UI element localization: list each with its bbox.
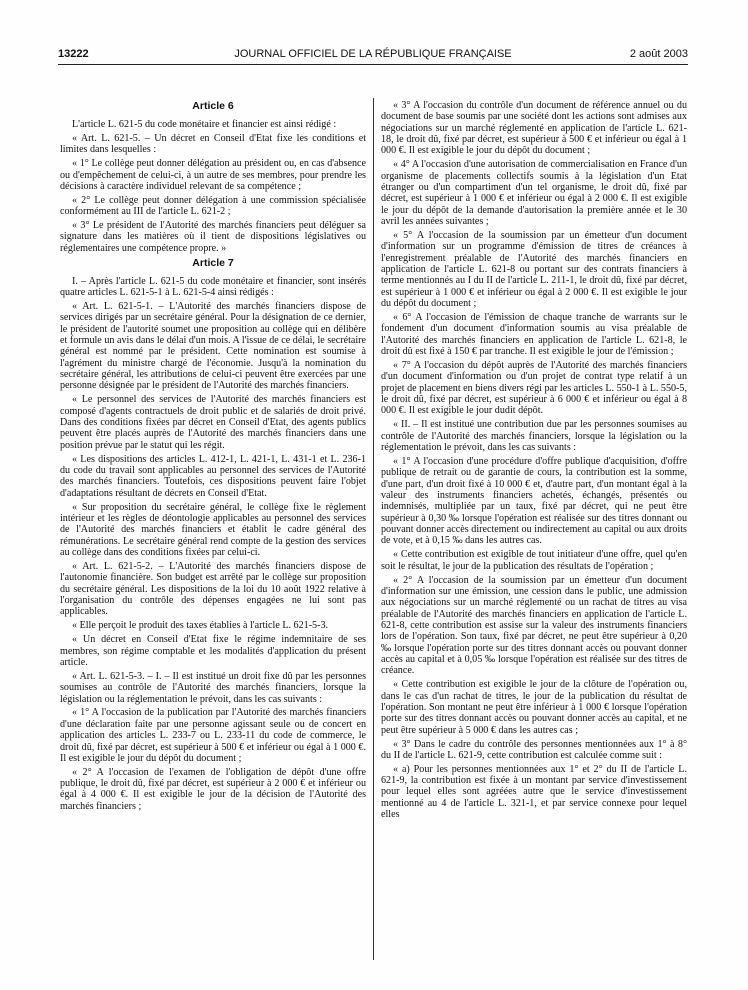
header-rule [58,64,688,65]
paragraph: « Un décret en Conseil d'Etat fixe le régime indemnitaire de ses membres, son régime comptable et les modalités d'application du présent article. [60,634,366,668]
paragraph: « a) Pour les personnes mentionnées aux 1° et 2° du II de l'article L. 621-9, la contribution est fixée à un montant par service d'investissement pour lequel elles sont agréées autre que le service d'investissement mentionné au 4 de l'article L. 321-1, et par service connexe pour lequel elles [381,763,687,821]
paragraph: « 3° A l'occasion du contrôle d'un document de référence annuel ou du document de base soumis par une société dont les actions sont admises aux négociations sur un marché réglementé en application de l'article L. 621-18, le droit dû, fixé par décret, est supérieur à 500 € et inférieur ou égal à 1 000 €. Il est exigible le jour du dépôt du document ; [381,100,687,157]
paragraph: « 4° A l'occasion d'une autorisation de commercialisation en France d'un organisme de placements collectifs soumis à la législation d'un Etat étranger ou d'un compartiment d'un tel organisme, le droit dû, fixé par décret, est supérieur à 1 000 € et inférieur ou égal à 2 000 €. Il est exigible le jour du dépôt de la demande d'autorisation la première année et le 30 avril les années suivantes ; [381,159,687,228]
paragraph: « Cette contribution est exigible de tout initiateur d'une offre, quel qu'en soit le résultat, le jour de la publication des résultats de l'opération ; [381,549,687,572]
paragraph: « 2° A l'occasion de la soumission par un émetteur d'un document d'information sur une émission, une cession dans le public, une admission aux négociations sur un marché réglementé ou un rachat de titres au visa préalable de l'Autorité des marchés financiers en application de l'article L. 621-8, cette contribution est assise sur la valeur des instruments financiers lors de l'opération. Son taux, fixé par décret, ne peut être supérieur à 0,20 ‰ lorsque l'opération porte sur des titres donnant accès ou pouvant donner accès au capital et à 0,05 ‰ lorsque l'opération est réalisée sur des titres de créance. [381,574,687,677]
paragraph: « 3° Le président de l'Autorité des marchés financiers peut déléguer sa signature dans les matières où il tient de dispositions législatives ou réglementaires une compétence propre. » [60,220,366,254]
paragraph: « Art. L. 621-5-1. – L'Autorité des marchés financiers dispose de services dirigés par un secrétaire général. Pour la désignation de ce dernier, le président de l'autorité soumet une proposition au collège qui en délibère et formule un avis dans le délai d'un mois. A l'issue de ce délai, le secrétaire général est nommé par le président. Cette nomination est soumise à l'agrément du ministre chargé de l'économie. Jusqu'à la nomination du secrétaire général, les attributions de celui-ci peuvent être exercées par une personne désignée par le président de l'Autorité des marchés financiers. [60,301,366,392]
paragraph: « 2° Le collège peut donner délégation à une commission spécialisée conformément au III de l'article L. 621-2 ; [60,194,366,218]
paragraph: « Art. L. 621-5-2. – L'Autorité des marchés financiers dispose de l'autonomie financière. Son budget est arrêté par le collège sur proposition du secrétaire général. Les dispositions de la loi du 10 août 1922 relative à l'organisation du contrôle des dépenses engagées ne lui sont pas applicables. [60,560,366,618]
paragraph: « 1° A l'occasion de la publication par l'Autorité des marchés financiers d'une déclaration faite par une personne agissant seule ou de concert en application des articles L. 233-7 ou L. 233-11 du code de commerce, le droit dû, fixé par décret, est supérieur à 500 € et inférieur ou égal à 1 000 €. Il est exigible le jour du dépôt du document ; [60,707,366,764]
page-header [58,46,688,62]
paragraph: « Les dispositions des articles L. 412-1, L. 421-1, L. 431-1 et L. 236-1 du code du travail sont applicables au personnel des services de l'Autorité des marchés financiers. Toutefois, ces dispositions peuvent faire l'objet d'adaptations résultant de décrets en Conseil d'Etat. [60,453,366,499]
paragraph: « II. – Il est institué une contribution due par les personnes soumises au contrôle de l'Autorité des marchés financiers, lorsque la législation ou la réglementation le prévoit, dans les cas suivants : [381,419,687,453]
paragraph: « 5° A l'occasion de la soumission par un émetteur d'un document d'information sur un programme d'émission de titres de créances à l'enregistrement préalable de l'Autorité des marchés financiers en application de l'article L. 621-8 ou portant sur des contrats financiers à terme mentionnés au I du II de l'article L. 211-1, le droit dû, fixé par décret, est supérieur à 1 000 € et inférieur ou égal à 2 000 €. Il est exigible le jour du dépôt du document ; [381,229,687,310]
paragraph: « 1° A l'occasion d'une procédure d'offre publique d'acquisition, d'offre publique de retrait ou de garantie de cours, la contribution est la somme, d'une part, d'un droit fixé à 10 000 € et, d'autre part, d'un montant égal à la valeur des instruments financiers achetés, échangés, présentés ou indemnisés, multipliée par un taux, fixé par décret, qui ne peut être supérieur à 0,30 ‰ lorsque l'opération est réalisée sur des titres donnant ou pouvant donner accès directement ou indirectement au capital ou aux droits de vote, et à 0,15 ‰ dans les autres cas. [381,455,687,547]
paragraph: « Sur proposition du secrétaire général, le collège fixe le règlement intérieur et les règles de déontologie applicables au personnel des services de l'Autorité des marchés financiers et établit le cadre général des rémunérations. Le secrétaire général rend compte de la gestion des services au collège dans des conditions fixées par celui-ci. [60,501,366,559]
paragraph: « 7° A l'occasion du dépôt auprès de l'Autorité des marchés financiers d'un document d'information ou d'un projet de contrat type relatif à un projet de placement en biens divers régi par les articles L. 550-1 à L. 550-5, le droit dû, fixé par décret, est supérieur à 6 000 € et inférieur ou égal à 8 000 €. Il est exigible le jour dudit dépôt. [381,359,687,417]
article-heading: Article 7 [192,256,234,269]
paragraph: I. – Après l'article L. 621-5 du code monétaire et financier, sont insérés quatre articles L. 621-5-1 à L. 621-5-4 ainsi rédigés : [60,275,366,299]
paragraph: « Le personnel des services de l'Autorité des marchés financiers est composé d'agents contractuels de droit public et de salariés de droit privé. Dans des conditions fixées par décret en Conseil d'Etat, des agents publics peuvent être placés auprès de l'Autorité des marchés financiers dans une position prévue par le statut qui les régit. [60,394,366,451]
paragraph: « 2° A l'occasion de l'examen de l'obligation de dépôt d'une offre publique, le droit dû, fixé par décret, est supérieur à 2 000 € et inférieur ou égal à 4 000 €. Il est exigible le jour de la décision de l'Autorité des marchés financiers ; [60,766,366,812]
paragraph: « Art. L. 621-5. – Un décret en Conseil d'Etat fixe les conditions et limites dans lesquelles : [60,132,366,156]
left-column [60,98,366,815]
paragraph: L'article L. 621-5 du code monétaire et financier est ainsi rédigé : [72,119,337,130]
right-column [381,100,687,823]
publication-date: 2 août 2003 [629,48,688,60]
paragraph: « Cette contribution est exigible le jour de la clôture de l'opération ou, dans le cas d'un rachat de titres, le jour de la publication du résultat de l'opération. Son montant ne peut être inférieur à 1 000 € lorsque l'opération porte sur des titres donnant accès ou pouvant donner accès au capital, et ne peut être supérieur à 5 000 € dans les autres cas ; [381,679,687,736]
page-number: 13222 [58,48,89,60]
paragraph: « Art. L. 621-5-3. – I. – Il est institué un droit fixe dû par les personnes soumises au contrôle de l'Autorité des marchés financiers, lorsque la législation ou la réglementation le prévoit, dans les cas suivants : [60,670,366,705]
paragraph: « 3° Dans le cadre du contrôle des personnes mentionnées aux 1° à 8° du II de l'article L. 621-9, cette contribution est calculée comme suit : [381,738,687,761]
paragraph: « Elle perçoit le produit des taxes établies à l'article L. 621-5-3. [72,620,329,632]
journal-title: JOURNAL OFFICIEL DE LA RÉPUBLIQUE FRANÇAISE [234,48,512,60]
paragraph: « 6° A l'occasion de l'émission de chaque tranche de warrants sur le fondement d'un document d'information soumis au visa préalable de l'Autorité des marchés financiers en application de l'article L. 621-8, le droit dû est fixé à 150 € par tranche. Il est exigible le jour de l'émission ; [381,311,687,357]
column-divider [373,98,374,960]
article-heading: Article 6 [192,100,234,112]
paragraph: « 1° Le collège peut donner délégation au président ou, en cas d'absence ou d'empêchement de celui-ci, à un autre de ses membres, pour prendre les décisions à caractère individuel relevant de sa compétence ; [60,158,366,192]
